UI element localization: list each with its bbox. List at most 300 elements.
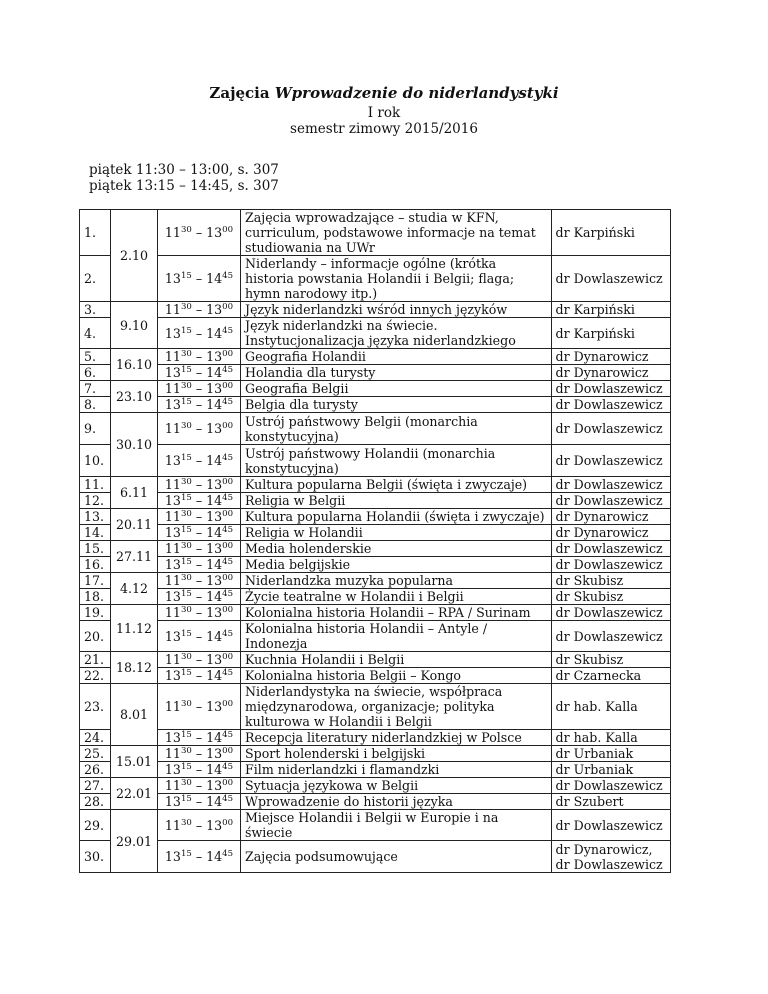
time-end-minute: 00 <box>222 698 234 709</box>
time-start-hour: 11 <box>164 541 181 556</box>
table-row <box>80 381 671 397</box>
class-date: 15.01 <box>111 746 158 778</box>
lecturer: dr hab. Kalla <box>551 684 670 730</box>
class-topic: Zajęcia podsumowujące <box>241 841 552 873</box>
schedule-line-2: piątek 13:15 – 14:45, s. 307 <box>89 178 279 194</box>
table-row <box>80 810 671 841</box>
time-start-hour: 11 <box>164 605 181 620</box>
table-row <box>80 349 671 365</box>
time-start-hour: 11 <box>164 778 181 793</box>
time-separator: – <box>191 699 207 714</box>
row-number: 15. <box>80 541 111 557</box>
time-end-minute: 45 <box>222 667 234 678</box>
time-end-minute: 45 <box>222 524 234 535</box>
time-end-minute: 00 <box>222 348 234 359</box>
table-row <box>80 684 671 730</box>
time-end-minute: 00 <box>222 777 234 788</box>
class-topic: Kultura popularna Belgii (święta i zwyczaje) <box>241 477 552 493</box>
class-time <box>157 652 240 668</box>
time-end-minute: 45 <box>222 364 234 375</box>
table-row <box>80 762 671 778</box>
table-row <box>80 778 671 794</box>
row-number: 11. <box>80 477 111 493</box>
table-row <box>80 605 671 621</box>
class-date: 20.11 <box>111 509 158 541</box>
time-end-minute: 00 <box>222 604 234 615</box>
class-date: 8.01 <box>111 684 158 746</box>
year-line: I rok <box>367 105 401 121</box>
table-row <box>80 445 671 477</box>
lecturer: dr hab. Kalla <box>551 730 670 746</box>
time-separator: – <box>191 557 207 572</box>
time-start-hour: 13 <box>164 271 181 286</box>
class-time <box>157 493 240 509</box>
table-row <box>80 621 671 652</box>
time-start-minute: 15 <box>180 325 192 336</box>
row-number: 5. <box>80 349 111 365</box>
time-start-minute: 15 <box>180 270 192 281</box>
time-end-hour: 13 <box>206 225 223 240</box>
row-number: 10. <box>80 445 111 477</box>
time-start-minute: 15 <box>180 396 192 407</box>
table-row <box>80 668 671 684</box>
table-row <box>80 256 671 302</box>
time-start-minute: 30 <box>180 777 192 788</box>
lecturer: dr Dowlaszewicz <box>551 493 670 509</box>
time-start-minute: 15 <box>180 364 192 375</box>
time-end-hour: 14 <box>206 325 223 341</box>
time-start-hour: 11 <box>164 225 181 240</box>
table-row <box>80 841 671 873</box>
time-separator: – <box>191 541 207 556</box>
class-topic: Zajęcia wprowadzające – studia w KFN, curriculum, podstawowe informacje na temat studiowania na UWr <box>241 210 552 256</box>
class-topic: Media holenderskie <box>241 541 552 557</box>
class-topic: Kolonialna historia Holandii – RPA / Surinam <box>241 605 552 621</box>
lecturer: dr Skubisz <box>551 573 670 589</box>
table-row <box>80 302 671 318</box>
time-end-minute: 45 <box>222 729 234 740</box>
row-number: 20. <box>80 621 111 652</box>
schedule-line-1: piątek 11:30 – 13:00, s. 307 <box>89 162 279 178</box>
class-time <box>157 762 240 778</box>
class-topic: Sport holenderski i belgijski <box>241 746 552 762</box>
time-end-hour: 13 <box>206 605 223 620</box>
lecturer: dr Dynarowicz, dr Dowlaszewicz <box>551 841 670 873</box>
time-start-minute: 30 <box>180 301 192 312</box>
time-end-minute: 45 <box>222 325 234 336</box>
class-time <box>157 365 240 381</box>
class-topic: Holandia dla turysty <box>241 365 552 381</box>
time-start-hour: 13 <box>164 525 181 540</box>
time-start-hour: 11 <box>164 477 181 492</box>
class-time <box>157 573 240 589</box>
table-row <box>80 318 671 349</box>
time-separator: – <box>191 778 207 793</box>
class-time <box>157 730 240 746</box>
time-separator: – <box>191 365 207 380</box>
row-number: 17. <box>80 573 111 589</box>
time-end-hour: 14 <box>206 794 223 809</box>
time-separator: – <box>191 817 207 833</box>
time-start-minute: 30 <box>180 224 192 235</box>
time-end-minute: 00 <box>222 508 234 519</box>
class-time <box>157 810 240 841</box>
table-row <box>80 794 671 810</box>
class-time <box>157 413 240 445</box>
time-end-hour: 13 <box>206 477 223 492</box>
class-topic: Język niderlandzki na świecie. Instytucjonalizacja języka niderlandzkiego <box>241 318 552 349</box>
time-start-hour: 13 <box>164 849 181 864</box>
title-course-name: Wprowadzenie do niderlandystyki <box>274 84 559 102</box>
time-end-hour: 13 <box>206 746 223 761</box>
row-number: 25. <box>80 746 111 762</box>
class-time <box>157 318 240 349</box>
time-start-minute: 15 <box>180 556 192 567</box>
time-end-minute: 00 <box>222 817 234 828</box>
lecturer: dr Dowlaszewicz <box>551 413 670 445</box>
time-start-minute: 30 <box>180 651 192 662</box>
class-time <box>157 349 240 365</box>
time-end-hour: 14 <box>206 453 223 468</box>
time-start-hour: 11 <box>164 381 181 396</box>
time-end-minute: 45 <box>222 492 234 503</box>
time-start-minute: 30 <box>180 420 192 431</box>
lecturer: dr Dowlaszewicz <box>551 256 670 302</box>
time-end-hour: 14 <box>206 557 223 572</box>
time-end-minute: 45 <box>222 270 234 281</box>
time-separator: – <box>191 849 207 864</box>
time-start-minute: 30 <box>180 348 192 359</box>
class-topic: Media belgijskie <box>241 557 552 573</box>
table-row <box>80 493 671 509</box>
class-time <box>157 477 240 493</box>
time-start-minute: 15 <box>180 729 192 740</box>
class-time <box>157 381 240 397</box>
class-date: 30.10 <box>111 413 158 477</box>
time-end-hour: 13 <box>206 652 223 667</box>
class-date: 11.12 <box>111 605 158 652</box>
lecturer: dr Dynarowicz <box>551 509 670 525</box>
lecturer: dr Dowlaszewicz <box>551 477 670 493</box>
row-number: 1. <box>80 210 111 256</box>
time-start-minute: 30 <box>180 572 192 583</box>
table-row <box>80 397 671 413</box>
time-end-hour: 14 <box>206 493 223 508</box>
time-start-minute: 30 <box>180 698 192 709</box>
class-time <box>157 541 240 557</box>
time-separator: – <box>191 762 207 777</box>
row-number: 14. <box>80 525 111 541</box>
time-end-hour: 13 <box>206 421 223 436</box>
time-start-hour: 13 <box>164 794 181 809</box>
row-number: 2. <box>80 256 111 302</box>
time-start-hour: 11 <box>164 746 181 761</box>
time-end-hour: 13 <box>206 699 223 714</box>
lecturer: dr Czarnecka <box>551 668 670 684</box>
semester-line: semestr zimowy 2015/2016 <box>290 121 478 137</box>
time-start-minute: 15 <box>180 667 192 678</box>
class-time <box>157 621 240 652</box>
time-end-hour: 13 <box>206 349 223 364</box>
class-topic: Język niderlandzki wśród innych języków <box>241 302 552 318</box>
time-end-minute: 00 <box>222 651 234 662</box>
time-separator: – <box>191 225 207 240</box>
time-separator: – <box>191 421 207 436</box>
time-end-hour: 13 <box>206 573 223 588</box>
time-separator: – <box>191 493 207 508</box>
time-separator: – <box>191 381 207 396</box>
time-end-hour: 13 <box>206 302 223 317</box>
time-end-hour: 14 <box>206 849 223 864</box>
time-end-hour: 13 <box>206 509 223 524</box>
time-start-hour: 11 <box>164 817 181 833</box>
time-start-hour: 11 <box>164 302 181 317</box>
time-separator: – <box>191 668 207 683</box>
class-topic: Geografia Holandii <box>241 349 552 365</box>
timetable <box>79 209 671 873</box>
row-number: 27. <box>80 778 111 794</box>
class-time <box>157 525 240 541</box>
lecturer: dr Dowlaszewicz <box>551 397 670 413</box>
class-time <box>157 794 240 810</box>
class-time <box>157 668 240 684</box>
table-row <box>80 557 671 573</box>
time-start-minute: 15 <box>180 524 192 535</box>
table-row <box>80 730 671 746</box>
time-end-minute: 00 <box>222 224 234 235</box>
lecturer: dr Szubert <box>551 794 670 810</box>
time-start-hour: 13 <box>164 453 181 468</box>
class-topic: Geografia Belgii <box>241 381 552 397</box>
time-start-minute: 30 <box>180 540 192 551</box>
time-end-minute: 00 <box>222 301 234 312</box>
time-end-minute: 00 <box>222 572 234 583</box>
time-end-minute: 45 <box>222 396 234 407</box>
time-start-minute: 30 <box>180 380 192 391</box>
class-time <box>157 397 240 413</box>
time-end-minute: 45 <box>222 793 234 804</box>
time-separator: – <box>191 573 207 588</box>
time-end-minute: 00 <box>222 745 234 756</box>
time-end-minute: 00 <box>222 540 234 551</box>
title-prefix: Zajęcia <box>209 84 275 102</box>
time-separator: – <box>191 652 207 667</box>
class-topic: Życie teatralne w Holandii i Belgii <box>241 589 552 605</box>
time-start-minute: 30 <box>180 476 192 487</box>
class-topic: Ustrój państwowy Holandii (monarchia konstytucyjna) <box>241 445 552 477</box>
class-time <box>157 605 240 621</box>
time-separator: – <box>191 589 207 604</box>
class-date: 29.01 <box>111 810 158 873</box>
row-number: 24. <box>80 730 111 746</box>
class-topic: Kultura popularna Holandii (święta i zwyczaje) <box>241 509 552 525</box>
row-number: 23. <box>80 684 111 730</box>
lecturer: dr Dowlaszewicz <box>551 621 670 652</box>
time-end-hour: 14 <box>206 668 223 683</box>
class-time <box>157 778 240 794</box>
class-topic: Ustrój państwowy Belgii (monarchia konstytucyjna) <box>241 413 552 445</box>
time-start-hour: 13 <box>164 668 181 683</box>
class-date: 22.01 <box>111 778 158 810</box>
time-separator: – <box>191 271 207 286</box>
time-start-minute: 15 <box>180 492 192 503</box>
time-end-minute: 45 <box>222 588 234 599</box>
time-start-minute: 15 <box>180 761 192 772</box>
time-end-hour: 14 <box>206 365 223 380</box>
time-separator: – <box>191 349 207 364</box>
lecturer: dr Dynarowicz <box>551 525 670 541</box>
class-topic: Kolonialna historia Holandii – Antyle / Indonezja <box>241 621 552 652</box>
class-date: 18.12 <box>111 652 158 684</box>
time-end-hour: 14 <box>206 730 223 745</box>
row-number: 9. <box>80 413 111 445</box>
row-number: 7. <box>80 381 111 397</box>
time-start-hour: 11 <box>164 573 181 588</box>
row-number: 3. <box>80 302 111 318</box>
row-number: 4. <box>80 318 111 349</box>
time-end-hour: 14 <box>206 271 223 286</box>
time-start-hour: 13 <box>164 628 181 644</box>
time-end-minute: 45 <box>222 761 234 772</box>
class-date: 16.10 <box>111 349 158 381</box>
row-number: 21. <box>80 652 111 668</box>
row-number: 12. <box>80 493 111 509</box>
lecturer: dr Dowlaszewicz <box>551 605 670 621</box>
class-topic: Kolonialna historia Belgii – Kongo <box>241 668 552 684</box>
row-number: 22. <box>80 668 111 684</box>
class-date: 23.10 <box>111 381 158 413</box>
lecturer: dr Karpiński <box>551 302 670 318</box>
class-topic: Niderlandzka muzyka popularna <box>241 573 552 589</box>
class-topic: Recepcja literatury niderlandzkiej w Polsce <box>241 730 552 746</box>
table-row <box>80 746 671 762</box>
class-date: 9.10 <box>111 302 158 349</box>
row-number: 29. <box>80 810 111 841</box>
time-end-hour: 13 <box>206 541 223 556</box>
class-topic: Niderlandy – informacje ogólne (krótka historia powstania Holandii i Belgii; flaga; hymn narodowy itp.) <box>241 256 552 302</box>
table-row <box>80 477 671 493</box>
class-date: 6.11 <box>111 477 158 509</box>
class-time <box>157 302 240 318</box>
class-time <box>157 557 240 573</box>
time-separator: – <box>191 453 207 468</box>
class-time <box>157 841 240 873</box>
time-start-minute: 30 <box>180 745 192 756</box>
time-end-hour: 13 <box>206 381 223 396</box>
time-separator: – <box>191 477 207 492</box>
time-start-hour: 13 <box>164 762 181 777</box>
time-end-hour: 14 <box>206 589 223 604</box>
document-title <box>0 85 768 102</box>
class-date: 4.12 <box>111 573 158 605</box>
lecturer: dr Dowlaszewicz <box>551 541 670 557</box>
table-row <box>80 365 671 381</box>
row-number: 6. <box>80 365 111 381</box>
table-row <box>80 652 671 668</box>
time-end-hour: 13 <box>206 778 223 793</box>
class-topic: Religia w Belgii <box>241 493 552 509</box>
time-separator: – <box>191 302 207 317</box>
table-row <box>80 525 671 541</box>
time-end-minute: 00 <box>222 380 234 391</box>
lecturer: dr Dynarowicz <box>551 349 670 365</box>
class-date: 27.11 <box>111 541 158 573</box>
class-topic: Miejsce Holandii i Belgii w Europie i na świecie <box>241 810 552 841</box>
time-start-minute: 15 <box>180 588 192 599</box>
class-time <box>157 589 240 605</box>
row-number: 16. <box>80 557 111 573</box>
table-row <box>80 210 671 256</box>
time-separator: – <box>191 628 207 644</box>
time-separator: – <box>191 509 207 524</box>
time-separator: – <box>191 730 207 745</box>
time-separator: – <box>191 794 207 809</box>
lecturer: dr Dowlaszewicz <box>551 557 670 573</box>
lecturer: dr Karpiński <box>551 318 670 349</box>
lecturer: dr Urbaniak <box>551 762 670 778</box>
lecturer: dr Urbaniak <box>551 746 670 762</box>
time-end-hour: 13 <box>206 817 223 833</box>
row-number: 19. <box>80 605 111 621</box>
lecturer: dr Dowlaszewicz <box>551 778 670 794</box>
time-end-minute: 45 <box>222 452 234 463</box>
row-number: 18. <box>80 589 111 605</box>
time-start-minute: 30 <box>180 604 192 615</box>
time-start-hour: 13 <box>164 493 181 508</box>
lecturer: dr Dowlaszewicz <box>551 810 670 841</box>
row-number: 26. <box>80 762 111 778</box>
class-date: 2.10 <box>111 210 158 302</box>
lecturer: dr Dowlaszewicz <box>551 381 670 397</box>
time-start-hour: 11 <box>164 699 181 714</box>
time-start-hour: 11 <box>164 509 181 524</box>
time-start-hour: 13 <box>164 365 181 380</box>
class-topic: Kuchnia Holandii i Belgii <box>241 652 552 668</box>
class-topic: Belgia dla turysty <box>241 397 552 413</box>
time-separator: – <box>191 746 207 761</box>
time-end-hour: 14 <box>206 762 223 777</box>
time-end-minute: 45 <box>222 848 234 859</box>
time-start-minute: 15 <box>180 452 192 463</box>
row-number: 28. <box>80 794 111 810</box>
time-start-hour: 13 <box>164 397 181 412</box>
time-start-hour: 13 <box>164 589 181 604</box>
table-row <box>80 413 671 445</box>
time-start-hour: 13 <box>164 557 181 572</box>
row-number: 13. <box>80 509 111 525</box>
time-end-minute: 45 <box>222 556 234 567</box>
time-separator: – <box>191 525 207 540</box>
table-row <box>80 573 671 589</box>
time-end-hour: 14 <box>206 525 223 540</box>
time-start-minute: 15 <box>180 628 192 639</box>
class-topic: Religia w Holandii <box>241 525 552 541</box>
time-start-hour: 13 <box>164 325 181 341</box>
class-time <box>157 746 240 762</box>
time-start-minute: 15 <box>180 848 192 859</box>
class-topic: Film niderlandzki i flamandzki <box>241 762 552 778</box>
time-start-minute: 30 <box>180 508 192 519</box>
time-end-minute: 00 <box>222 420 234 431</box>
lecturer: dr Skubisz <box>551 589 670 605</box>
lecturer: dr Karpiński <box>551 210 670 256</box>
time-start-hour: 11 <box>164 421 181 436</box>
class-topic: Niderlandystyka na świecie, współpraca międzynarodowa, organizacje; polityka kulturowa w Holandii i Belgii <box>241 684 552 730</box>
time-start-hour: 11 <box>164 349 181 364</box>
table-row <box>80 509 671 525</box>
time-end-minute: 45 <box>222 628 234 639</box>
time-start-hour: 11 <box>164 652 181 667</box>
